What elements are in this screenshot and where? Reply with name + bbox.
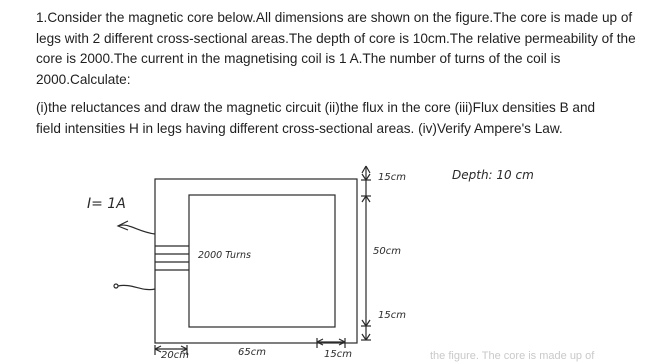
core-window-outline xyxy=(189,195,335,327)
dim-top-label: 15cm xyxy=(378,172,406,183)
terminal-dot xyxy=(114,284,118,288)
tasks-line-2: field intensities H in legs having different cross-sectional areas. (iv)Verify Ampere's Law. xyxy=(36,120,563,136)
dimension-right xyxy=(361,166,371,340)
tasks-line-1: (i)the reluctances and draw the magnetic circuit (ii)the flux in the core (iii)Flux densities B and xyxy=(36,100,596,115)
faded-text: the figure. The core is made up of xyxy=(430,350,595,362)
dim-bottom-middle-label: 65cm xyxy=(238,347,266,358)
core-outer-outline xyxy=(155,179,357,343)
problem-line-1: 1.Consider the magnetic core below.All dimensions are shown on the figure.The core is made up of xyxy=(36,10,633,25)
problem-line-4: 2000.Calculate: xyxy=(36,71,131,87)
dim-bottom-right-label: 15cm xyxy=(378,310,406,321)
coil-winding xyxy=(155,246,189,270)
current-label: I= 1A xyxy=(87,196,126,212)
depth-label: Depth: 10 cm xyxy=(452,168,534,182)
problem-line-3: core is 2000.The current in the magnetising coil is 1 A.The number of turns of the coil is xyxy=(36,51,561,66)
dim-right-label: 50cm xyxy=(373,246,401,257)
problem-line-2: legs with 2 different cross-sectional areas.The depth of core is 10cm.The relative permeability of the xyxy=(36,30,636,46)
coil-lead-top xyxy=(118,225,155,234)
dim-bottom-leg-label: 15cm xyxy=(324,349,352,360)
coil-turns-label: 2000 Turns xyxy=(198,250,251,261)
dim-bottom-left-label: 20cm xyxy=(161,350,189,361)
coil-lead-bottom xyxy=(118,285,155,289)
